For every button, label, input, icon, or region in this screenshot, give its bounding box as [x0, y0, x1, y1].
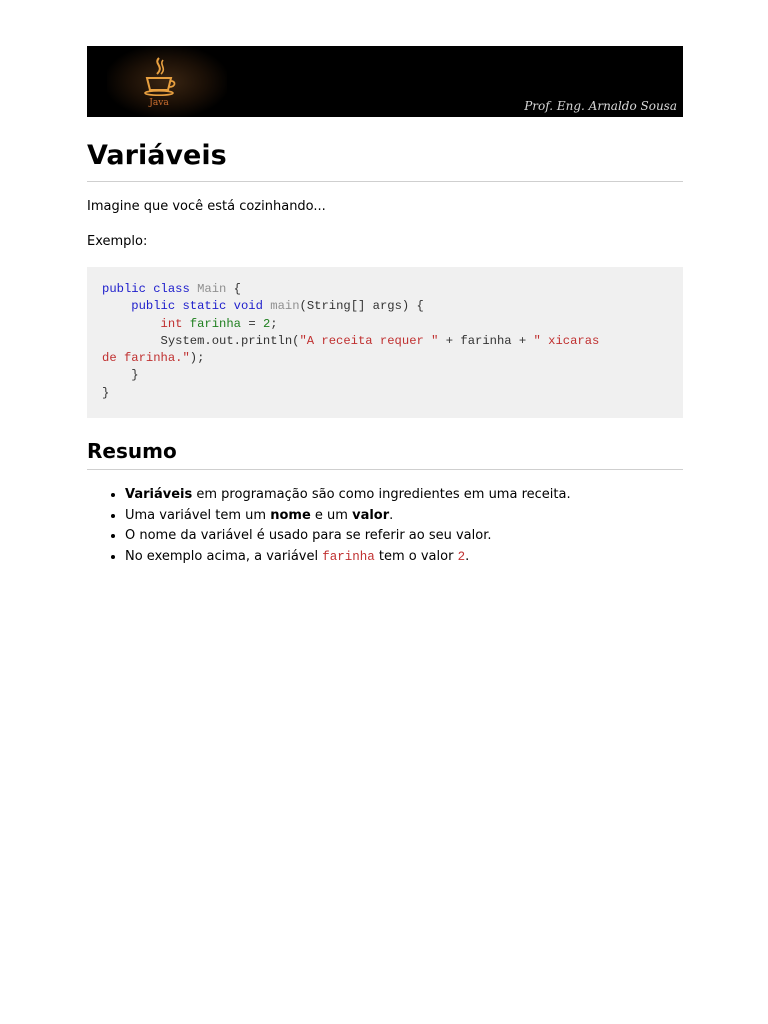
list-item: • No exemplo acima, a variável farinha tem o valor 2.	[125, 547, 571, 568]
code-string: "A receita requer "	[299, 333, 439, 348]
code-variable: farinha	[189, 316, 241, 331]
header-banner	[87, 46, 683, 117]
page-title: Variáveis	[87, 138, 683, 182]
inline-code: farinha	[322, 550, 375, 565]
example-label: Exemplo:	[87, 234, 148, 249]
code-keyword: public class	[102, 282, 190, 296]
code-method-name: main	[270, 299, 300, 314]
inline-code: 2	[457, 550, 466, 565]
code-string: " xicaras	[533, 333, 600, 348]
author-name: Prof. Eng. Arnaldo Sousa	[524, 99, 677, 113]
java-coffee-cup-icon	[139, 56, 179, 108]
code-class-name: Main	[197, 282, 227, 296]
code-type: int	[160, 316, 183, 331]
list-item: • Uma variável tem um nome e um valor.	[125, 506, 571, 527]
logo-text: Java	[149, 98, 169, 108]
code-block: public class Main { public static void main(String[] args) { int farinha = 2; System.out.println("A receita requer " + farinha + " xicaras de farinha."); } }	[87, 267, 683, 418]
code-number: 2	[262, 316, 271, 331]
list-item: • O nome da variável é usado para se referir ao seu valor.	[125, 526, 571, 547]
code-keyword: public static void	[131, 299, 263, 314]
section-heading-resumo: Resumo	[87, 438, 683, 470]
code-string: de farinha."	[102, 351, 190, 366]
summary-list	[87, 485, 571, 568]
list-item: • Variáveis em programação são como ingredientes em uma receita.	[125, 485, 571, 506]
intro-text: Imagine que você está cozinhando...	[87, 199, 326, 214]
